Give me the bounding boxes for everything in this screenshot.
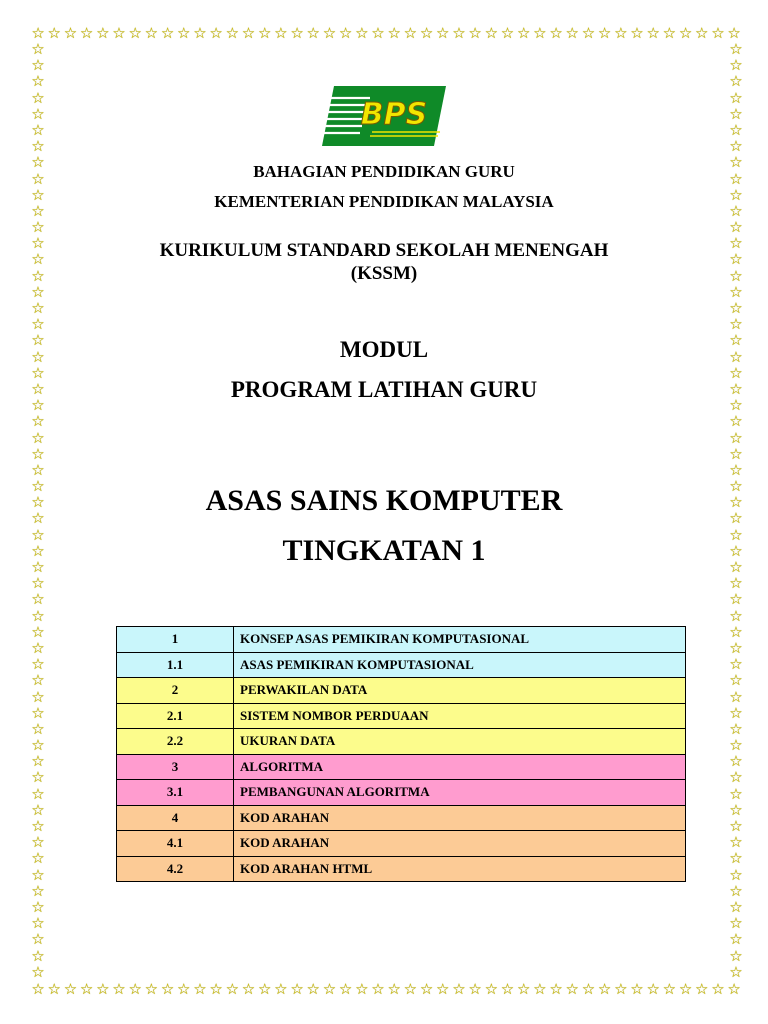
star-icon: ☆ bbox=[47, 26, 61, 42]
star-icon: ☆ bbox=[31, 655, 45, 674]
star-icon: ☆ bbox=[729, 865, 743, 884]
level-title: TINGKATAN 1 bbox=[282, 534, 486, 567]
star-border-top bbox=[30, 26, 744, 42]
star-icon: ☆ bbox=[729, 282, 743, 301]
chapter-title: ALGORITMA bbox=[234, 754, 686, 780]
star-icon: ☆ bbox=[630, 26, 644, 42]
curriculum-title: KURIKULUM STANDARD SEKOLAH MENENGAH bbox=[159, 240, 609, 261]
star-icon: ☆ bbox=[729, 396, 743, 415]
star-icon: ☆ bbox=[31, 428, 45, 447]
star-icon: ☆ bbox=[729, 42, 743, 58]
star-icon: ☆ bbox=[31, 477, 45, 496]
star-icon: ☆ bbox=[31, 363, 45, 382]
star-icon: ☆ bbox=[31, 185, 45, 204]
star-icon: ☆ bbox=[729, 768, 743, 787]
star-icon: ☆ bbox=[225, 26, 240, 42]
star-icon: ☆ bbox=[711, 26, 725, 42]
star-icon: ☆ bbox=[209, 26, 223, 42]
chapter-title: PEMBANGUNAN ALGORITMA bbox=[234, 780, 686, 806]
table-row bbox=[117, 856, 686, 882]
star-icon: ☆ bbox=[729, 800, 743, 819]
star-icon: ☆ bbox=[274, 982, 288, 998]
star-icon: ☆ bbox=[727, 26, 741, 42]
star-icon: ☆ bbox=[306, 26, 320, 42]
table-row bbox=[117, 627, 686, 653]
star-icon: ☆ bbox=[257, 26, 272, 42]
star-icon: ☆ bbox=[729, 525, 743, 544]
star-icon: ☆ bbox=[729, 493, 743, 512]
chapter-title: SISTEM NOMBOR PERDUAAN bbox=[234, 703, 686, 729]
star-icon: ☆ bbox=[31, 266, 45, 285]
star-icon: ☆ bbox=[31, 703, 45, 722]
star-icon: ☆ bbox=[31, 460, 45, 479]
star-icon: ☆ bbox=[31, 379, 45, 398]
star-icon: ☆ bbox=[193, 982, 207, 998]
star-icon: ☆ bbox=[729, 558, 743, 576]
chapter-title: KOD ARAHAN bbox=[234, 805, 686, 831]
star-icon: ☆ bbox=[306, 982, 320, 998]
star-icon: ☆ bbox=[31, 638, 45, 657]
star-icon: ☆ bbox=[31, 914, 45, 933]
star-icon: ☆ bbox=[31, 56, 45, 75]
star-icon: ☆ bbox=[729, 622, 743, 641]
table-row bbox=[117, 652, 686, 678]
star-icon: ☆ bbox=[31, 606, 45, 625]
star-icon: ☆ bbox=[31, 574, 45, 593]
star-icon: ☆ bbox=[468, 26, 482, 42]
star-icon: ☆ bbox=[729, 881, 743, 900]
star-icon: ☆ bbox=[549, 26, 563, 42]
star-icon: ☆ bbox=[112, 26, 126, 42]
star-icon: ☆ bbox=[729, 347, 743, 366]
star-icon: ☆ bbox=[729, 299, 743, 317]
star-icon: ☆ bbox=[403, 26, 418, 42]
star-icon: ☆ bbox=[729, 379, 743, 398]
star-icon: ☆ bbox=[729, 914, 743, 933]
star-icon: ☆ bbox=[729, 541, 743, 560]
star-icon: ☆ bbox=[31, 331, 45, 350]
star-icon: ☆ bbox=[225, 982, 240, 998]
star-icon: ☆ bbox=[729, 703, 743, 722]
star-icon: ☆ bbox=[436, 982, 450, 998]
star-icon: ☆ bbox=[646, 26, 660, 42]
star-icon: ☆ bbox=[533, 982, 547, 998]
star-icon: ☆ bbox=[193, 26, 207, 42]
star-icon: ☆ bbox=[31, 282, 45, 301]
chapter-title: KOD ARAHAN HTML bbox=[234, 856, 686, 882]
star-icon: ☆ bbox=[729, 817, 743, 835]
star-icon: ☆ bbox=[290, 982, 304, 998]
star-icon: ☆ bbox=[516, 982, 531, 998]
star-icon: ☆ bbox=[355, 26, 369, 42]
star-icon: ☆ bbox=[160, 26, 175, 42]
star-icon: ☆ bbox=[177, 26, 191, 42]
table-row bbox=[117, 805, 686, 831]
star-icon: ☆ bbox=[581, 982, 596, 998]
star-icon: ☆ bbox=[31, 849, 45, 868]
chapter-title: KONSEP ASAS PEMIKIRAN KOMPUTASIONAL bbox=[234, 627, 686, 653]
star-icon: ☆ bbox=[160, 982, 175, 998]
chapter-number: 4.2 bbox=[117, 856, 234, 882]
star-icon: ☆ bbox=[31, 26, 45, 42]
star-icon: ☆ bbox=[729, 72, 743, 91]
star-icon: ☆ bbox=[371, 982, 385, 998]
star-icon: ☆ bbox=[662, 982, 677, 998]
curriculum-abbr: (KSSM) bbox=[350, 263, 418, 284]
star-icon: ☆ bbox=[729, 671, 743, 690]
star-icon: ☆ bbox=[729, 185, 743, 204]
chapter-number: 2.1 bbox=[117, 703, 234, 729]
star-icon: ☆ bbox=[729, 331, 743, 350]
star-icon: ☆ bbox=[565, 982, 579, 998]
star-icon: ☆ bbox=[549, 982, 563, 998]
star-icon: ☆ bbox=[387, 26, 401, 42]
star-icon: ☆ bbox=[31, 541, 45, 560]
star-icon: ☆ bbox=[96, 982, 110, 998]
star-icon: ☆ bbox=[729, 250, 743, 269]
star-icon: ☆ bbox=[729, 930, 743, 949]
star-icon: ☆ bbox=[729, 460, 743, 479]
star-icon: ☆ bbox=[31, 865, 45, 884]
star-icon: ☆ bbox=[322, 26, 337, 42]
chapter-number: 3 bbox=[117, 754, 234, 780]
star-icon: ☆ bbox=[31, 590, 45, 609]
chapter-title: PERWAKILAN DATA bbox=[234, 678, 686, 704]
star-icon: ☆ bbox=[729, 509, 743, 528]
star-icon: ☆ bbox=[500, 26, 515, 42]
chapter-title: UKURAN DATA bbox=[234, 729, 686, 755]
star-icon: ☆ bbox=[31, 315, 45, 334]
star-icon: ☆ bbox=[729, 363, 743, 382]
star-icon: ☆ bbox=[112, 982, 126, 998]
star-icon: ☆ bbox=[31, 817, 45, 835]
star-icon: ☆ bbox=[177, 982, 191, 998]
star-icon: ☆ bbox=[31, 736, 45, 755]
star-icon: ☆ bbox=[729, 412, 743, 431]
star-icon: ☆ bbox=[31, 881, 45, 900]
star-icon: ☆ bbox=[729, 849, 743, 868]
star-icon: ☆ bbox=[597, 982, 612, 998]
star-icon: ☆ bbox=[597, 26, 612, 42]
star-icon: ☆ bbox=[31, 833, 45, 852]
star-border-bottom bbox=[30, 982, 744, 998]
chapter-number: 1 bbox=[117, 627, 234, 653]
star-icon: ☆ bbox=[31, 525, 45, 544]
chapter-title: KOD ARAHAN bbox=[234, 831, 686, 857]
star-icon: ☆ bbox=[31, 153, 45, 172]
star-icon: ☆ bbox=[31, 768, 45, 787]
star-icon: ☆ bbox=[31, 201, 45, 220]
star-icon: ☆ bbox=[695, 26, 709, 42]
star-icon: ☆ bbox=[144, 982, 159, 998]
star-icon: ☆ bbox=[484, 26, 499, 42]
star-icon: ☆ bbox=[419, 26, 434, 42]
star-icon: ☆ bbox=[500, 982, 515, 998]
star-icon: ☆ bbox=[31, 104, 45, 123]
star-icon: ☆ bbox=[452, 26, 466, 42]
star-icon: ☆ bbox=[468, 982, 482, 998]
star-icon: ☆ bbox=[729, 428, 743, 447]
star-icon: ☆ bbox=[533, 26, 547, 42]
star-icon: ☆ bbox=[257, 982, 272, 998]
star-icon: ☆ bbox=[31, 299, 45, 317]
star-icon: ☆ bbox=[646, 982, 660, 998]
star-icon: ☆ bbox=[484, 982, 499, 998]
star-icon: ☆ bbox=[63, 982, 78, 998]
ministry-division: BAHAGIAN PENDIDIKAN GURU bbox=[253, 162, 515, 181]
star-icon: ☆ bbox=[729, 687, 743, 706]
contents-table bbox=[116, 626, 686, 882]
star-icon: ☆ bbox=[403, 982, 418, 998]
star-icon: ☆ bbox=[729, 655, 743, 674]
table-row bbox=[117, 729, 686, 755]
star-icon: ☆ bbox=[729, 962, 743, 981]
table-row bbox=[117, 831, 686, 857]
star-icon: ☆ bbox=[79, 26, 94, 42]
chapter-number: 4.1 bbox=[117, 831, 234, 857]
star-icon: ☆ bbox=[662, 26, 677, 42]
star-icon: ☆ bbox=[614, 982, 628, 998]
star-icon: ☆ bbox=[614, 26, 628, 42]
star-icon: ☆ bbox=[729, 169, 743, 188]
chapter-number: 4 bbox=[117, 805, 234, 831]
star-icon: ☆ bbox=[241, 26, 256, 42]
chapter-title: ASAS PEMIKIRAN KOMPUTASIONAL bbox=[234, 652, 686, 678]
chapter-number: 2 bbox=[117, 678, 234, 704]
star-icon: ☆ bbox=[79, 982, 94, 998]
star-icon: ☆ bbox=[729, 897, 743, 916]
star-icon: ☆ bbox=[31, 120, 45, 139]
star-icon: ☆ bbox=[355, 982, 369, 998]
star-icon: ☆ bbox=[729, 784, 743, 803]
star-icon: ☆ bbox=[31, 137, 45, 156]
star-icon: ☆ bbox=[338, 982, 353, 998]
star-icon: ☆ bbox=[47, 982, 61, 998]
star-icon: ☆ bbox=[31, 509, 45, 528]
ministry-name: KEMENTERIAN PENDIDIKAN MALAYSIA bbox=[214, 192, 554, 211]
star-icon: ☆ bbox=[387, 982, 401, 998]
star-icon: ☆ bbox=[729, 234, 743, 253]
chapter-number: 3.1 bbox=[117, 780, 234, 806]
star-icon: ☆ bbox=[31, 558, 45, 576]
table-row bbox=[117, 678, 686, 704]
star-icon: ☆ bbox=[290, 26, 304, 42]
table-row bbox=[117, 780, 686, 806]
star-icon: ☆ bbox=[322, 982, 337, 998]
star-icon: ☆ bbox=[678, 982, 693, 998]
star-icon: ☆ bbox=[729, 477, 743, 496]
star-icon: ☆ bbox=[729, 752, 743, 771]
star-icon: ☆ bbox=[128, 26, 142, 42]
star-icon: ☆ bbox=[31, 946, 45, 965]
star-icon: ☆ bbox=[31, 88, 45, 107]
star-icon: ☆ bbox=[31, 687, 45, 706]
star-icon: ☆ bbox=[727, 982, 741, 998]
star-icon: ☆ bbox=[31, 962, 45, 981]
star-icon: ☆ bbox=[31, 347, 45, 366]
star-icon: ☆ bbox=[436, 26, 450, 42]
star-icon: ☆ bbox=[695, 982, 709, 998]
star-icon: ☆ bbox=[31, 493, 45, 512]
star-icon: ☆ bbox=[31, 444, 45, 463]
star-icon: ☆ bbox=[729, 736, 743, 755]
star-icon: ☆ bbox=[31, 719, 45, 738]
star-icon: ☆ bbox=[31, 800, 45, 819]
chapter-number: 2.2 bbox=[117, 729, 234, 755]
star-icon: ☆ bbox=[96, 26, 110, 42]
star-icon: ☆ bbox=[31, 72, 45, 91]
star-icon: ☆ bbox=[31, 412, 45, 431]
star-icon: ☆ bbox=[31, 982, 45, 998]
star-icon: ☆ bbox=[63, 26, 78, 42]
star-icon: ☆ bbox=[729, 833, 743, 852]
program-title: PROGRAM LATIHAN GURU bbox=[230, 377, 538, 402]
star-icon: ☆ bbox=[729, 946, 743, 965]
star-icon: ☆ bbox=[729, 56, 743, 75]
svg-text:BPS: BPS bbox=[360, 97, 428, 132]
star-icon: ☆ bbox=[678, 26, 693, 42]
subject-title: ASAS SAINS KOMPUTER bbox=[205, 484, 563, 517]
star-icon: ☆ bbox=[729, 315, 743, 334]
star-icon: ☆ bbox=[31, 671, 45, 690]
star-icon: ☆ bbox=[729, 120, 743, 139]
star-icon: ☆ bbox=[128, 982, 142, 998]
star-icon: ☆ bbox=[371, 26, 385, 42]
star-icon: ☆ bbox=[729, 104, 743, 123]
star-icon: ☆ bbox=[419, 982, 434, 998]
star-icon: ☆ bbox=[630, 982, 644, 998]
star-icon: ☆ bbox=[241, 982, 256, 998]
star-icon: ☆ bbox=[274, 26, 288, 42]
star-icon: ☆ bbox=[516, 26, 531, 42]
star-icon: ☆ bbox=[31, 752, 45, 771]
star-icon: ☆ bbox=[729, 153, 743, 172]
star-icon: ☆ bbox=[452, 982, 466, 998]
table-row bbox=[117, 703, 686, 729]
star-icon: ☆ bbox=[31, 622, 45, 641]
star-icon: ☆ bbox=[729, 574, 743, 593]
star-icon: ☆ bbox=[729, 266, 743, 285]
star-icon: ☆ bbox=[729, 719, 743, 738]
star-icon: ☆ bbox=[338, 26, 353, 42]
star-icon: ☆ bbox=[31, 42, 45, 58]
star-icon: ☆ bbox=[144, 26, 159, 42]
star-icon: ☆ bbox=[729, 201, 743, 220]
star-icon: ☆ bbox=[31, 784, 45, 803]
star-icon: ☆ bbox=[711, 982, 725, 998]
star-icon: ☆ bbox=[729, 88, 743, 107]
star-icon: ☆ bbox=[729, 606, 743, 625]
star-icon: ☆ bbox=[565, 26, 579, 42]
bps-logo bbox=[322, 86, 446, 146]
star-icon: ☆ bbox=[31, 218, 45, 237]
star-icon: ☆ bbox=[729, 137, 743, 156]
star-icon: ☆ bbox=[729, 218, 743, 237]
star-icon: ☆ bbox=[31, 169, 45, 188]
star-icon: ☆ bbox=[729, 638, 743, 657]
star-icon: ☆ bbox=[31, 897, 45, 916]
chapter-number: 1.1 bbox=[117, 652, 234, 678]
star-icon: ☆ bbox=[729, 590, 743, 609]
star-icon: ☆ bbox=[581, 26, 596, 42]
table-row bbox=[117, 754, 686, 780]
star-icon: ☆ bbox=[31, 234, 45, 253]
star-icon: ☆ bbox=[31, 930, 45, 949]
star-icon: ☆ bbox=[729, 444, 743, 463]
star-icon: ☆ bbox=[209, 982, 223, 998]
star-icon: ☆ bbox=[31, 250, 45, 269]
module-label: MODUL bbox=[339, 337, 429, 362]
star-icon: ☆ bbox=[31, 396, 45, 415]
